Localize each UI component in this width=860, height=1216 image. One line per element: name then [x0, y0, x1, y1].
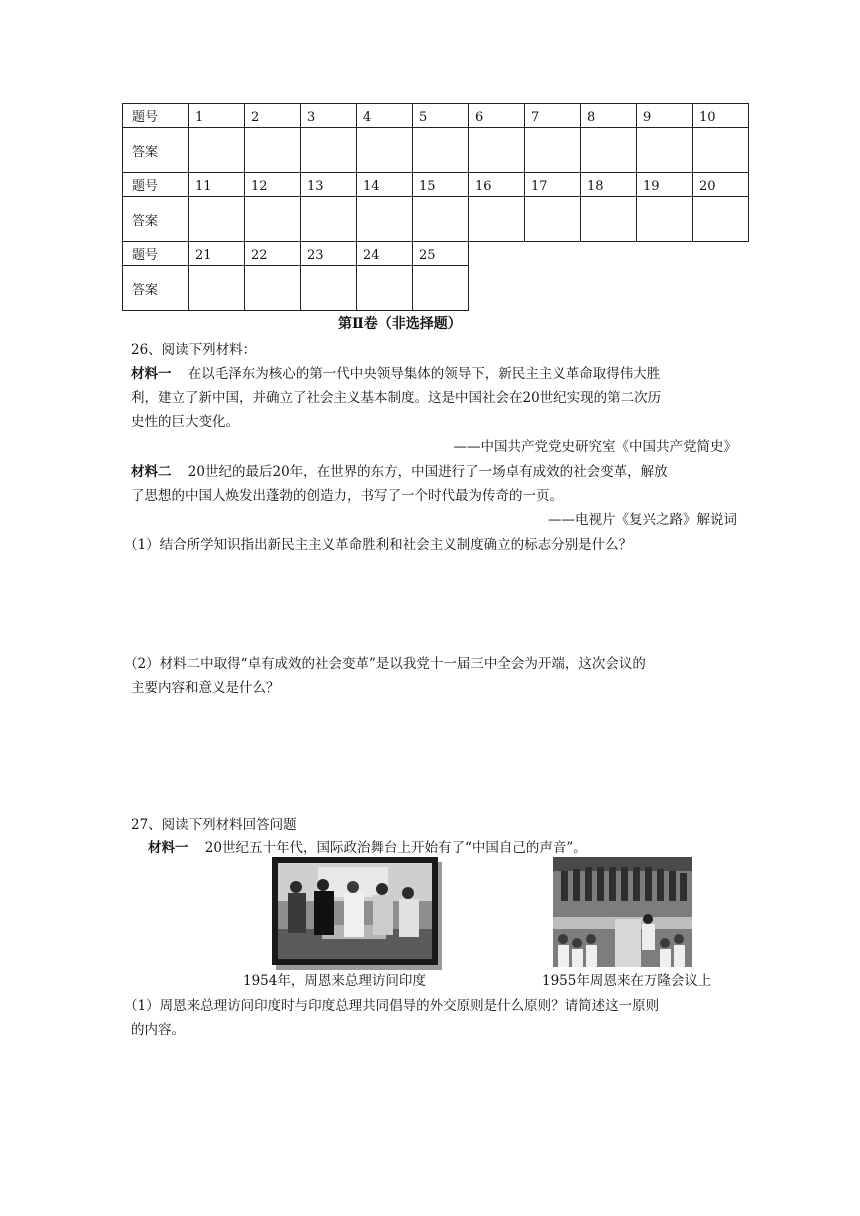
- grid-number: 20: [693, 173, 749, 197]
- grid-number: 9: [637, 104, 693, 128]
- q26-intro: 26、阅读下列材料：: [131, 342, 257, 358]
- answer-cell[interactable]: [301, 266, 357, 311]
- answer-cell[interactable]: [245, 197, 301, 242]
- grid-answer-row-1: [123, 128, 749, 173]
- grid-number: 16: [469, 173, 525, 197]
- grid-number: 11: [189, 173, 245, 197]
- photo-1955-caption: 1955年周恩来在万隆会议上: [542, 973, 712, 989]
- q26-material1-line3: 史性的巨大变化。: [131, 414, 239, 430]
- answer-cell[interactable]: [189, 266, 245, 311]
- grid-number: 17: [525, 173, 581, 197]
- answer-cell[interactable]: [357, 266, 413, 311]
- grid-answer-row-3: [123, 266, 469, 311]
- q27-material1-text: 20世纪五十年代，国际政治舞台上开始有了“中国自己的声音”。: [204, 840, 587, 856]
- grid-label-num: 题号: [123, 173, 189, 197]
- q26-material1-line1: [131, 362, 660, 386]
- grid-number: 3: [301, 104, 357, 128]
- grid-number: 7: [525, 104, 581, 128]
- grid-answer-row-2: [123, 197, 749, 242]
- answer-cell[interactable]: [637, 197, 693, 242]
- answer-cell[interactable]: [301, 197, 357, 242]
- grid-label-ans: 答案: [123, 128, 189, 173]
- grid-number: 1: [189, 104, 245, 128]
- grid-number: 13: [301, 173, 357, 197]
- answer-cell[interactable]: [581, 128, 637, 173]
- grid-number-row-2: [123, 173, 749, 197]
- q26-material2-label: 材料二: [131, 464, 172, 480]
- answer-cell[interactable]: [525, 197, 581, 242]
- answer-cell[interactable]: [581, 197, 637, 242]
- answer-grid: [122, 103, 749, 242]
- answer-cell[interactable]: [525, 128, 581, 173]
- grid-number-row-3: [123, 242, 469, 266]
- answer-cell[interactable]: [413, 266, 469, 311]
- grid-label-ans: 答案: [123, 266, 189, 311]
- grid-number: 21: [189, 242, 245, 266]
- grid-number: 8: [581, 104, 637, 128]
- grid-number: 14: [357, 173, 413, 197]
- photo-1954-india-visit: [278, 863, 432, 959]
- answer-cell[interactable]: [189, 197, 245, 242]
- grid-number: 25: [413, 242, 469, 266]
- grid-number: 18: [581, 173, 637, 197]
- q27-subquestion-1-line1: （1）周恩来总理访问印度时与印度总理共同倡导的外交原则是什么原则？请简述这一原则: [124, 998, 660, 1014]
- answer-cell[interactable]: [245, 266, 301, 311]
- answer-cell[interactable]: [357, 128, 413, 173]
- answer-cell[interactable]: [357, 197, 413, 242]
- grid-number: 19: [637, 173, 693, 197]
- grid-number: 23: [301, 242, 357, 266]
- q26-material1-label: 材料一: [131, 366, 172, 382]
- grid-number: 15: [413, 173, 469, 197]
- q26-subquestion-2-line2: 主要内容和意义是什么？: [131, 680, 280, 696]
- q26-material1-line2: 利，建立了新中国，并确立了社会主义基本制度。这是中国社会在20世纪实现的第二次历: [131, 390, 662, 406]
- answer-cell[interactable]: [469, 128, 525, 173]
- answer-cell[interactable]: [245, 128, 301, 173]
- grid-number: 2: [245, 104, 301, 128]
- q26-material1-source: ——中国共产党党史研究室《中国共产党简史》: [453, 439, 737, 455]
- grid-label-num: 题号: [123, 104, 189, 128]
- grid-number: 5: [413, 104, 469, 128]
- grid-number: 6: [469, 104, 525, 128]
- grid-label-num: 题号: [123, 242, 189, 266]
- answer-cell[interactable]: [301, 128, 357, 173]
- q26-material1-text: 在以毛泽东为核心的第一代中央领导集体的领导下，新民主主义革命取得伟大胜: [187, 366, 661, 382]
- q26-subquestion-2-line1: （2）材料二中取得“卓有成效的社会变革”是以我党十一届三中全会为开端，这次会议的: [124, 656, 646, 672]
- answer-cell[interactable]: [413, 197, 469, 242]
- answer-cell[interactable]: [469, 197, 525, 242]
- grid-number: 24: [357, 242, 413, 266]
- photo-1955-bandung-conference: [553, 857, 692, 967]
- q26-material2-line2: 了思想的中国人焕发出蓬勃的创造力，书写了一个时代最为传奇的一页。: [131, 488, 563, 504]
- photo-1955-frame: [553, 857, 692, 967]
- q26-material2-line1: [131, 460, 668, 484]
- answer-cell[interactable]: [413, 128, 469, 173]
- photo-1954-caption: 1954年，周恩来总理访问印度: [243, 973, 426, 989]
- q27-intro: 27、阅读下列材料回答问题: [131, 817, 297, 833]
- q26-subquestion-1: （1）结合所学知识指出新民主主义革命胜利和社会主义制度确立的标志分别是什么？: [124, 537, 633, 553]
- grid-number-row-1: [123, 104, 749, 128]
- answer-cell[interactable]: [189, 128, 245, 173]
- answer-grid-last: [122, 241, 469, 311]
- grid-number: 22: [245, 242, 301, 266]
- answer-cell[interactable]: [693, 128, 749, 173]
- answer-cell[interactable]: [693, 197, 749, 242]
- grid-label-ans: 答案: [123, 197, 189, 242]
- grid-number: 10: [693, 104, 749, 128]
- section-title: 第Ⅱ卷（非选择题）: [338, 316, 462, 332]
- q27-material1-label: 材料一: [148, 840, 189, 856]
- q26-material2-text: 20世纪的最后20年，在世界的东方，中国进行了一场卓有成效的社会变革，解放: [187, 464, 668, 480]
- grid-number: 4: [357, 104, 413, 128]
- answer-cell[interactable]: [637, 128, 693, 173]
- q27-subquestion-1-line2: 的内容。: [131, 1022, 185, 1038]
- grid-number: 12: [245, 173, 301, 197]
- photo-1954-frame: [272, 857, 438, 965]
- q26-material2-source: ——电视片《复兴之路》解说词: [548, 512, 737, 528]
